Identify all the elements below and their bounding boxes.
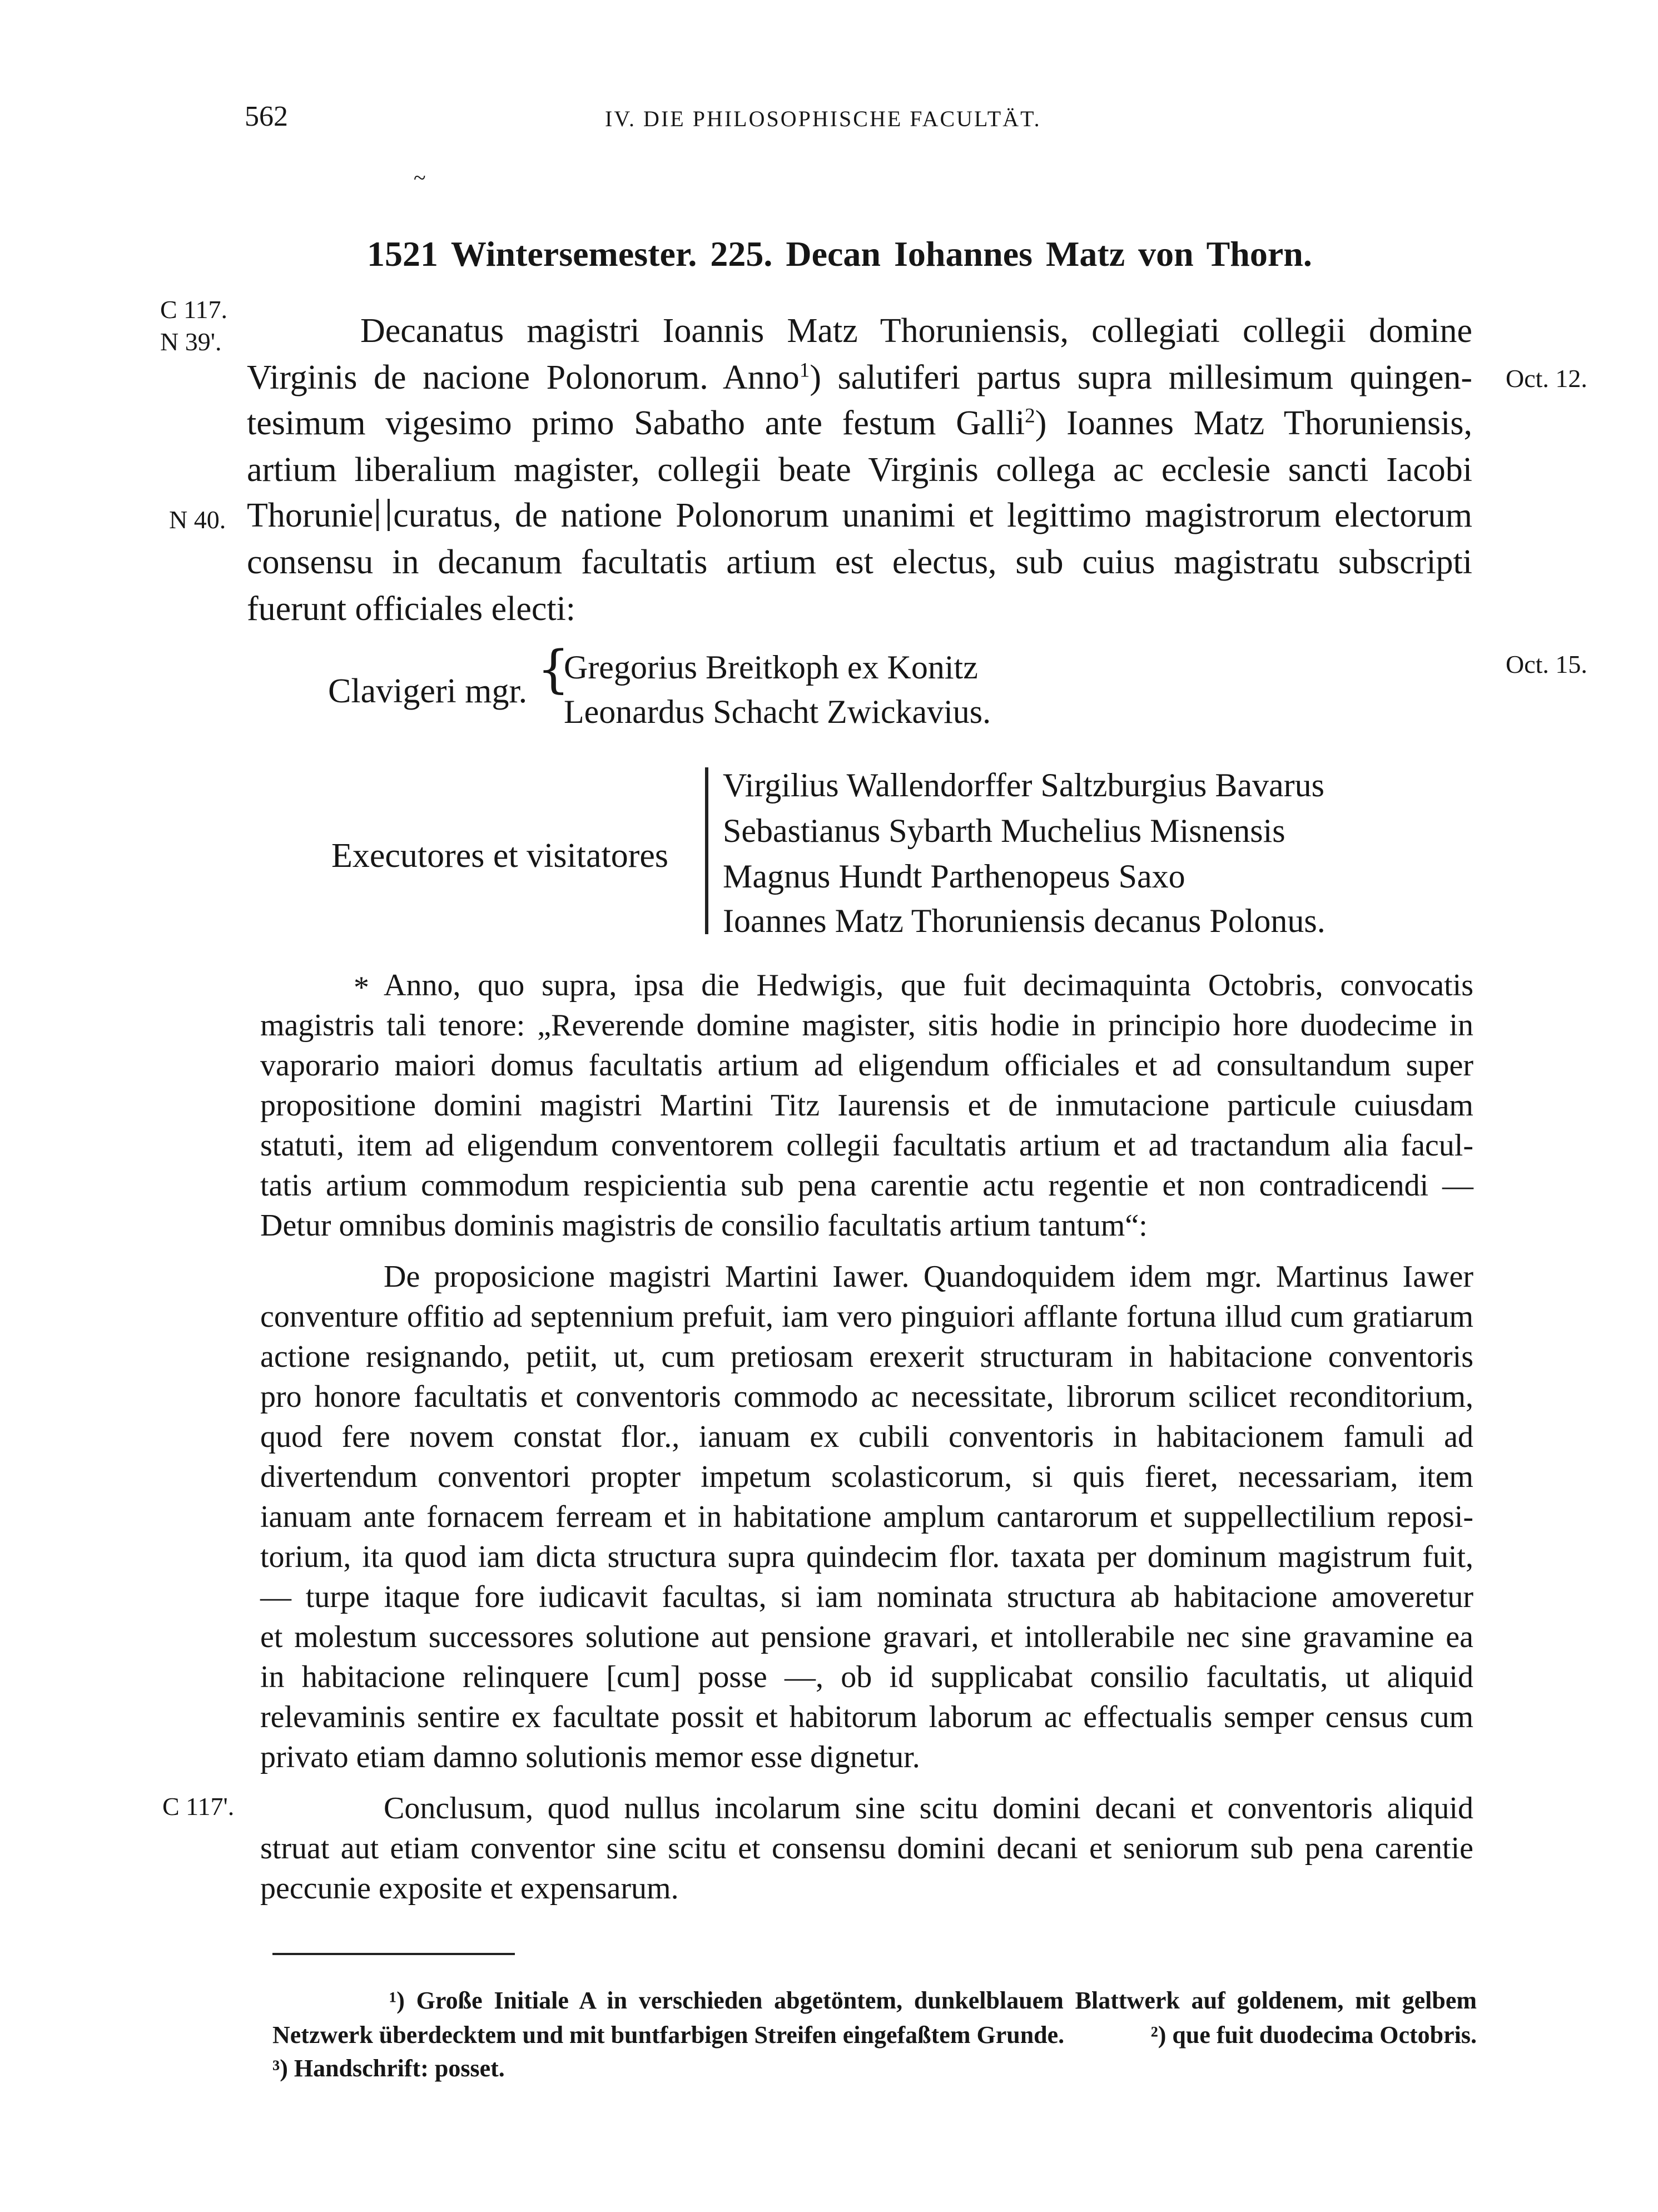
- para2-line-5: statuti, item ad eligendum conventorem collegii facultatis artium et ad tractandum alia facul-: [260, 1128, 1473, 1163]
- footnote-2: ²) que fuit duodecima Octobris.: [1150, 2021, 1477, 2049]
- executores-name-2: Sebastianus Sybarth Muchelius Misnensis: [723, 812, 1285, 849]
- column-break-mark: [376, 499, 390, 531]
- margin-note-c117: C 117.: [160, 295, 227, 324]
- footnote-3: ³) Handschrift: posset.: [272, 2055, 505, 2082]
- margin-note-n40: N 40.: [169, 505, 226, 534]
- footnote-number-1: ¹: [389, 1987, 397, 2014]
- executores-brace: [705, 767, 708, 934]
- para3-line-5: quod fere novem constat flor., ianuam ex cubili conventoris in habitacionem famuli ad: [260, 1420, 1473, 1454]
- para2-line-1: Anno, quo supra, ipsa die Hedwigis, que fuit decimaquinta Octobris, convocatis: [384, 968, 1473, 1003]
- para3-line-9: — turpe itaque fore iudicavit facultas, si iam nominata structura ab habitacione amoveretur: [260, 1580, 1473, 1614]
- para3-line-8: torium, ita quod iam dicta structura supra quindecim flor. taxata per dominum magistrum fuit,: [260, 1540, 1473, 1574]
- para1-line-2: Virginis de nacione Polonorum. Anno$^1$) salutiferi partus supra millesimum quingen-: [247, 359, 1472, 396]
- para4-line-2: struat aut etiam conventor sine scitu et consensu domini decani et seniorum sub pena carentie: [260, 1831, 1473, 1866]
- margin-note-n39: N 39'.: [160, 328, 222, 356]
- para3-line-2: conventure offitio ad septennium prefuit, iam vero pinguiori afflante fortuna illud cum gratiarum: [260, 1300, 1473, 1334]
- para1-line-7: fuerunt officiales electi:: [247, 590, 576, 628]
- para3-line-6: divertendum conventori propter impetum scolasticorum, si quis fieret, necessariam, item: [260, 1460, 1473, 1494]
- page-number: 562: [245, 101, 288, 132]
- footnote-number-2: ²: [1150, 2021, 1158, 2049]
- para3-line-4: pro honore facultatis et conventoris commodo ac necessitate, librorum scilicet reconditorium,: [260, 1380, 1473, 1414]
- para4-line-1: Conclusum, quod nullus incolarum sine scitu domini decani et conventoris aliquid: [384, 1791, 1473, 1826]
- para1-line-6: consensu in decanum facultatis artium est electus, sub cuius magistratu subscripti: [247, 543, 1472, 581]
- executores-name-4: Ioannes Matz Thoruniensis decanus Polonus.: [723, 902, 1326, 939]
- footnote-row-2: [272, 2021, 1477, 2049]
- para3-line-10: et molestum successores solutione aut pensione gravari, et intollerabile nec sine gravamine ea: [260, 1620, 1473, 1654]
- para2-line-4: propositione domini magistri Martini Titz Iaurensis et de inmutacione particule cuiusdam: [260, 1088, 1473, 1123]
- footnote-rule: [272, 1953, 515, 1955]
- para2-line-2: magistris tali tenore: „Reverende domine magister, sitis hodie in principio hore duodecime in: [260, 1008, 1473, 1043]
- running-title: IV. DIE PHILOSOPHISCHE FACULTÄT.: [605, 106, 1041, 131]
- margin-note-c117b: C 117'.: [162, 1792, 235, 1821]
- para3-line-12: relevaminis sentire ex facultate possit et habitorum laborum ac effectualis semper census cum: [260, 1700, 1473, 1734]
- para3-line-13: privato etiam damno solutionis memor esse dignetur.: [260, 1740, 920, 1774]
- para3-line-7: ianuam ante fornacem ferream et in habitatione amplum cantarorum et suppellectilium reposi-: [260, 1500, 1473, 1534]
- executores-label: Executores et visitatores: [331, 837, 669, 875]
- para4-line-3: peccunie exposite et expensarum.: [260, 1871, 679, 1906]
- footnote-ref-2: 2: [1025, 404, 1035, 428]
- clavigeri-name-2: Leonardus Schacht Zwickavius.: [564, 693, 991, 730]
- footnote-1-line-1: ¹) Große Initiale A in verschieden abgetöntem, dunkelblauem Blattwerk auf goldenem, mit gelbem: [389, 1987, 1477, 2014]
- para2-line-6: tatis artium commodum respicientia sub pena carentie actu regentie et non contradicendi —: [260, 1168, 1473, 1203]
- para3-line-1: De proposicione magistri Martini Iawer. Quandoquidem idem mgr. Martinus Iawer: [384, 1259, 1473, 1294]
- margin-note-oct12: Oct. 12.: [1506, 364, 1587, 393]
- clavigeri-label: Clavigeri mgr.: [328, 672, 528, 710]
- clavigeri-brace: {: [537, 639, 570, 699]
- para1-line-5: Thorunie curatus, de natione Polonorum unanimi et legittimo magistrorum electorum: [247, 497, 1472, 534]
- para1-line-3: tesimum vigesimo primo Sabatho ante festum Galli$^2$) Ioannes Matz Thoruniensis,: [247, 404, 1472, 442]
- clavigeri-name-1: Gregorius Breitkoph ex Konitz: [564, 649, 978, 686]
- footnote-1-line-2: Netzwerk überdecktem und mit buntfarbigen Streifen eingefaßtem Grunde.: [272, 2021, 1065, 2049]
- footnote-ref-1: 1: [799, 359, 810, 382]
- star-marker: *: [354, 970, 369, 1005]
- stray-mark: ~: [414, 165, 426, 190]
- para2-line-7: Detur omnibus dominis magistris de consilio facultatis artium tantum“:: [260, 1208, 1148, 1243]
- para2-line-3: vaporario maiori domus facultatis artium ad eligendum officiales et ad consultandum super: [260, 1048, 1473, 1083]
- para3-line-11: in habitacione relinquere [cum] posse —, ob id supplicabat consilio facultatis, ut aliquid: [260, 1660, 1473, 1694]
- para3-line-3: actione resignando, petiit, ut, cum pretiosam erexerit structuram in habitacione conventoris: [260, 1340, 1473, 1374]
- section-heading: 1521 Wintersemester. 225. Decan Iohannes Matz von Thorn.: [367, 234, 1312, 274]
- executores-name-1: Virgilius Wallendorffer Saltzburgius Bavarus: [723, 767, 1324, 804]
- para1-line-4: artium liberalium magister, collegii beate Virginis collega ac ecclesie sancti Iacobi: [247, 451, 1472, 489]
- para1-line-1: Decanatus magistri Ioannis Matz Thoruniensis, collegiati collegii domine: [360, 312, 1472, 350]
- margin-note-oct15: Oct. 15.: [1506, 650, 1587, 678]
- executores-name-3: Magnus Hundt Parthenopeus Saxo: [723, 858, 1185, 895]
- footnote-number-3: ³: [272, 2055, 280, 2082]
